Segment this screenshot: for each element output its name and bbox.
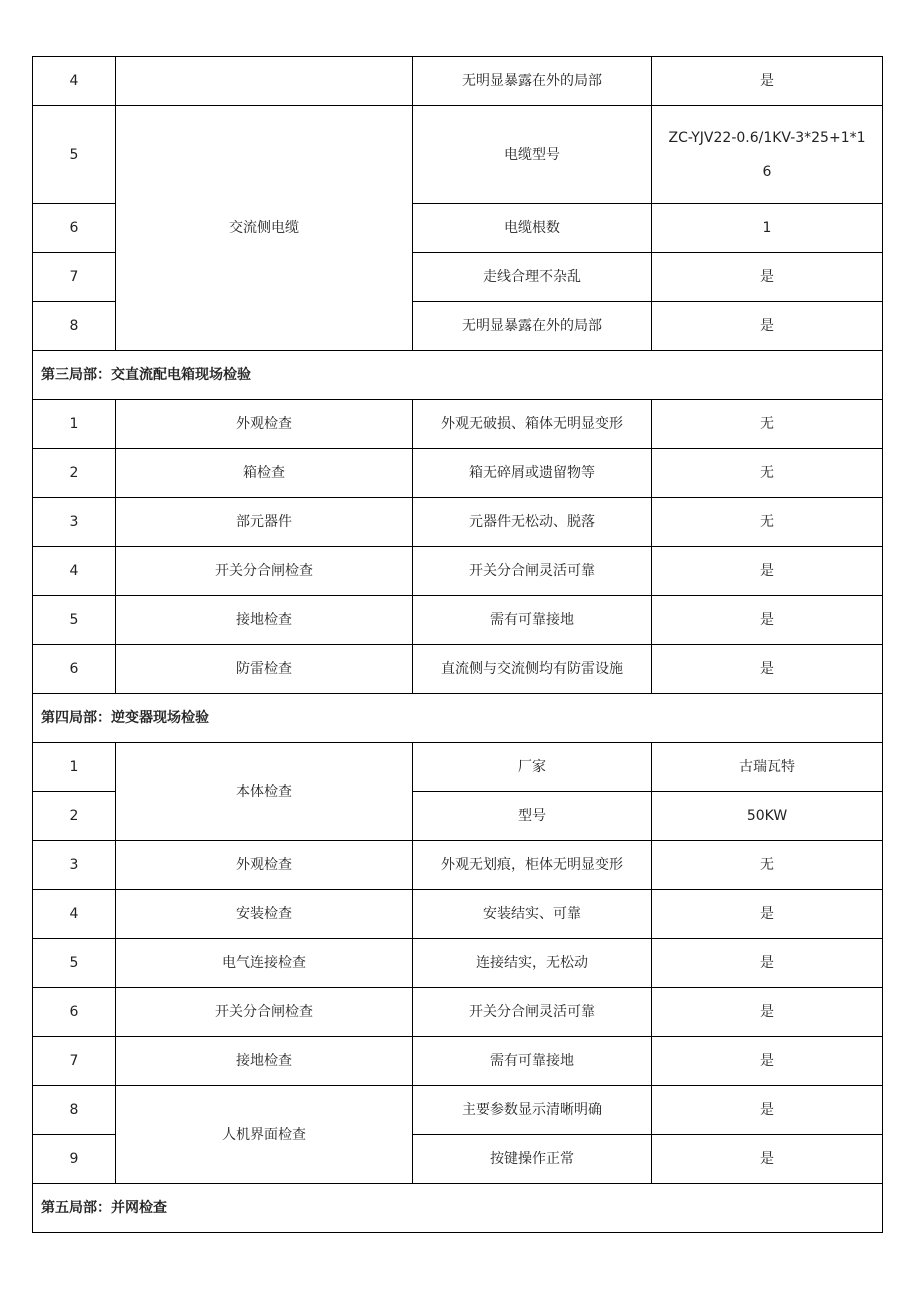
item-cell: 安装检查 (116, 890, 413, 939)
result-cell: 无 (652, 400, 883, 449)
result-cell: 是 (652, 547, 883, 596)
requirement-cell: 连接结实，无松动 (413, 939, 652, 988)
table-row (33, 890, 883, 939)
row-number: 8 (33, 1086, 116, 1135)
requirement-cell: 主要参数显示清晰明确 (413, 1086, 652, 1135)
requirement-cell: 安装结实、可靠 (413, 890, 652, 939)
result-cell: 无 (652, 449, 883, 498)
result-cell: 是 (652, 645, 883, 694)
requirement-cell: 按键操作正常 (413, 1135, 652, 1184)
result-cell: 是 (652, 890, 883, 939)
requirement-cell: 走线合理不杂乱 (413, 253, 652, 302)
result-cell (652, 106, 883, 204)
result-cell: 无 (652, 841, 883, 890)
requirement-cell: 直流侧与交流侧均有防雷设施 (413, 645, 652, 694)
row-number: 6 (33, 204, 116, 253)
row-number: 1 (33, 400, 116, 449)
result-cell: 50KW (652, 792, 883, 841)
requirement-cell: 电缆根数 (413, 204, 652, 253)
row-number: 6 (33, 645, 116, 694)
row-number: 3 (33, 841, 116, 890)
table-row (33, 596, 883, 645)
table-row (33, 57, 883, 106)
table-row (33, 988, 883, 1037)
table-row (33, 106, 883, 204)
result-cell: 是 (652, 939, 883, 988)
requirement-cell: 开关分合闸灵活可靠 (413, 547, 652, 596)
row-number: 9 (33, 1135, 116, 1184)
section-header-row (33, 694, 883, 743)
item-cell: 开关分合闸检查 (116, 988, 413, 1037)
item-cell: 开关分合闸检查 (116, 547, 413, 596)
item-cell: 电气连接检查 (116, 939, 413, 988)
table-row (33, 841, 883, 890)
item-cell: 交流侧电缆 (116, 106, 413, 351)
row-number: 8 (33, 302, 116, 351)
item-cell: 部元器件 (116, 498, 413, 547)
requirement-cell: 需有可靠接地 (413, 1037, 652, 1086)
table-row (33, 400, 883, 449)
section-title: 第三局部：交直流配电箱现场检验 (33, 351, 883, 400)
result-cell: 是 (652, 302, 883, 351)
requirement-cell: 箱无碎屑或遗留物等 (413, 449, 652, 498)
item-cell: 外观检查 (116, 400, 413, 449)
requirement-cell: 需有可靠接地 (413, 596, 652, 645)
row-number: 5 (33, 596, 116, 645)
item-cell: 接地检查 (116, 1037, 413, 1086)
row-number: 4 (33, 890, 116, 939)
item-cell: 外观检查 (116, 841, 413, 890)
table-row (33, 547, 883, 596)
requirement-cell: 无明显暴露在外的局部 (413, 57, 652, 106)
result-cell: 是 (652, 988, 883, 1037)
requirement-cell: 外观无破损、箱体无明显变形 (413, 400, 652, 449)
row-number: 5 (33, 106, 116, 204)
item-cell: 人机界面检查 (116, 1086, 413, 1184)
item-cell: 箱检查 (116, 449, 413, 498)
item-cell: 本体检查 (116, 743, 413, 841)
section-header-row (33, 1184, 883, 1233)
row-number: 4 (33, 57, 116, 106)
cable-model-line2: 6 (762, 163, 772, 180)
item-cell (116, 57, 413, 106)
row-number: 4 (33, 547, 116, 596)
table-row (33, 1086, 883, 1135)
table-row (33, 449, 883, 498)
result-cell: 古瑞瓦特 (652, 743, 883, 792)
table-row (33, 939, 883, 988)
requirement-cell: 开关分合闸灵活可靠 (413, 988, 652, 1037)
result-cell: 是 (652, 1135, 883, 1184)
item-cell: 接地检查 (116, 596, 413, 645)
row-number: 3 (33, 498, 116, 547)
result-cell: 是 (652, 596, 883, 645)
row-number: 7 (33, 1037, 116, 1086)
cable-model-line1: ZC-YJV22-0.6/1KV-3*25+1*1 (668, 129, 866, 146)
row-number: 5 (33, 939, 116, 988)
result-cell: 是 (652, 1037, 883, 1086)
item-cell: 防雷检查 (116, 645, 413, 694)
row-number: 1 (33, 743, 116, 792)
section-title: 第五局部：并网检查 (33, 1184, 883, 1233)
row-number: 2 (33, 449, 116, 498)
result-cell: 是 (652, 1086, 883, 1135)
result-cell: 1 (652, 204, 883, 253)
row-number: 6 (33, 988, 116, 1037)
requirement-cell: 型号 (413, 792, 652, 841)
section-title: 第四局部：逆变器现场检验 (33, 694, 883, 743)
requirement-cell: 元器件无松动、脱落 (413, 498, 652, 547)
requirement-cell: 厂家 (413, 743, 652, 792)
table-row (33, 743, 883, 792)
result-cell: 是 (652, 57, 883, 106)
result-cell: 是 (652, 253, 883, 302)
row-number: 7 (33, 253, 116, 302)
inspection-table (32, 56, 883, 1233)
table-row (33, 1037, 883, 1086)
requirement-cell: 外观无划痕，柜体无明显变形 (413, 841, 652, 890)
row-number: 2 (33, 792, 116, 841)
section-header-row (33, 351, 883, 400)
table-row (33, 498, 883, 547)
requirement-cell: 电缆型号 (413, 106, 652, 204)
result-cell: 无 (652, 498, 883, 547)
table-row (33, 645, 883, 694)
requirement-cell: 无明显暴露在外的局部 (413, 302, 652, 351)
